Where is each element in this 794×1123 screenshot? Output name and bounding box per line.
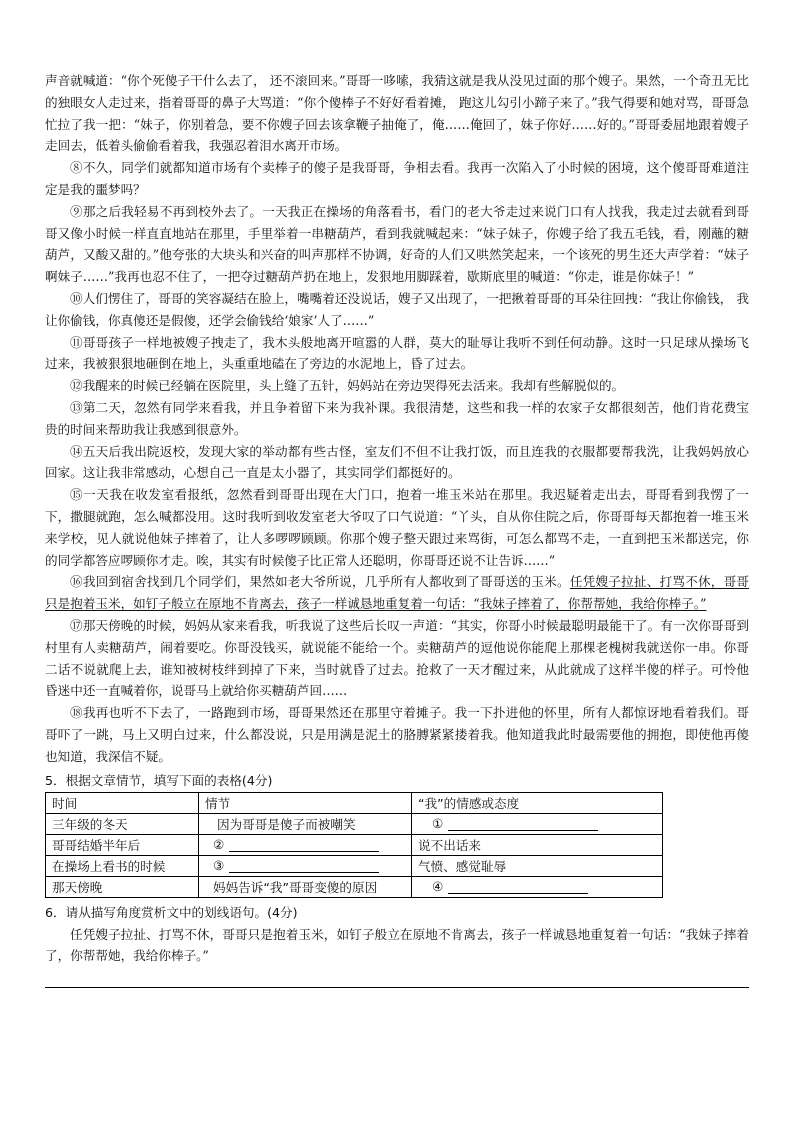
cell-time: 三年级的冬天: [46, 813, 199, 834]
question-5-title: 5．根据文章情节，填写下面的表格(4分): [45, 772, 273, 788]
cell-plot: 因为哥哥是傻子而被嘲笑: [199, 813, 412, 834]
answer-blank[interactable]: [448, 818, 598, 831]
answer-blank[interactable]: [448, 881, 588, 894]
cell-plot-blank[interactable]: [199, 855, 412, 876]
paragraph-10: ⑩人们愣住了，哥哥的笑容凝结在脸上，嘴嘴着还没说话，嫂子又出现了，一把揪着哥哥的耳朵往回拽：“我让你偷钱， 我让你偷钱，你真傻还是假傻，还学会偷钱给‘娘家’人了……”: [45, 290, 749, 328]
exam-page: [45, 70, 749, 988]
paragraph-12: ⑫我醒来的时候已经躺在医院里，头上缝了五针，妈妈站在旁边哭得死去活来。我却有些解脱似的。: [70, 378, 625, 394]
table-row: [46, 834, 663, 855]
header-emotion: “我”的情感或态度: [412, 792, 663, 813]
table-header-row: [46, 792, 663, 813]
cell-emotion: 气愤、感觉耻辱: [412, 855, 663, 876]
header-time: 时间: [46, 792, 199, 813]
table-row: [46, 813, 663, 834]
blank-marker: ③: [213, 858, 225, 873]
underlined-sentence: 任凭嫂子拉扯、打骂不休，哥哥只是抱着玉米，如钉子般立在原地不肯离去，孩子一样诚恳地重复着一句话：“我妹子摔着了，你帮帮她，我给你棒子。”: [45, 574, 750, 612]
paragraph-16: [45, 571, 749, 615]
cell-plot-blank[interactable]: [199, 834, 412, 855]
cell-time: 在操场上看书的时候: [46, 855, 199, 876]
paragraph-15: ⑮一天我在收发室看报纸，忽然看到哥哥出现在大门口，抱着一堆玉米站在那里。我迟疑着走出去，哥哥看到我愣了一下，撒腿就跑，怎么喊都没用。这时我听到收发室老大爷叹了口气说道：“丫头，自从你住院之后，你哥哥每天都抱着一堆玉米来学校，见人就说他妹子摔着了，让人多啰啰顾顾。你那个嫂子整天跟过来骂街，可怎么都骂不走，一直到把玉米都送完，你的同学都答应啰顾你才走。唉，其实有时候傻子比正常人还聪明，你哥哥还说不让告诉……”: [45, 487, 749, 568]
paragraph-18: ⑱我再也听不下去了，一路跑到市场，哥哥果然还在那里守着摊子。我一下扑进他的怀里，所有人都惊讶地看着我们。哥哥吓了一跳，马上又明白过来，什么都没说，只是用满是泥土的胳膊紧紧搂着我。他知道我此时最需要他的拥抱，即使他再傻也知道，我深信不疑。: [45, 705, 749, 764]
paragraph-8: ⑧不久，同学们就都知道市场有个卖棒子的傻子是我哥哥，争相去看。我再一次陷入了小时候的困境，这个傻哥哥难道注定是我的噩梦吗？: [45, 160, 749, 197]
answer-line[interactable]: [45, 987, 749, 988]
table-row: [46, 876, 663, 897]
cell-time: 哥哥结婚半年后: [46, 834, 199, 855]
header-plot: 情节: [199, 792, 412, 813]
question-6-title: 6．请从描写角度赏析文中的划线语句。(4分): [45, 904, 298, 920]
paragraph-17: ⑰那天傍晚的时候，妈妈从家来看我，听我说了这些后长叹一声道：“其实，你哥小时候最聪明最能干了。有一次你哥哥到村里有人卖糖葫芦，闹着要吃。你哥没钱买，就说能不能给一个。卖糖葫芦的逗他说你能爬上那棵老槐树我就送你一串。你哥二话不说就爬上去，谁知被树枝绊到掉了下来，当时就昏了过去。抢救了一天才醒过来，从此就成了这样半傻的样子。可怜他昏迷中还一直喊着你，说哥马上就给你买糖葫芦回……: [45, 617, 749, 699]
question-6-quote: 任凭嫂子拉扯、打骂不休，哥哥只是抱着玉米，如钉子般立在原地不肯离去，孩子一样诚恳地重复着一句话：“我妹子摔着了，你帮帮她，我给你棒子。”: [45, 926, 749, 964]
answer-blank[interactable]: [229, 839, 379, 852]
paragraph-14: ⑭五天后我出院返校，发现大家的举动都有些古怪，室友们不但不让我打饭，而且连我的衣服都要帮我洗，让我妈妈放心回家。这让我非常感动，心想自己一直是太小器了，其实同学们都挺好的。: [45, 443, 749, 481]
cell-emotion: 说不出话来: [412, 834, 663, 855]
blank-marker: ④: [432, 879, 444, 894]
paragraph-16-text: ⑯我回到宿舍找到几个同学们，果然如老大爷所说，几乎所有人都收到了哥哥送的玉米。: [70, 574, 570, 590]
blank-marker: ①: [432, 816, 444, 831]
cell-emotion-blank[interactable]: [412, 813, 663, 834]
blank-marker: ②: [213, 837, 225, 852]
paragraph-9: ⑨那之后我轻易不再到校外去了。一天我正在操场的角落看书，看门的老大爷走过来说门口有人找我，我走过去就看到哥哥又像小时候一样直直地站在那里，手里举着一串糖葫芦，看到我就喊起来：“妹子妹子，你嫂子给了我五毛钱，看，刚蘸的糖葫芦，又酸又甜的。”他夸张的大块头和兴奋的叫声那样不协调，好奇的人们又哄然笑起来，一个该死的男生还大声学着：“妹子啊妹子……”我再也忍不住了，一把夺过糖葫芦扔在地上，发狠地用脚踩着，歇斯底里的喊道：“你走，谁是你妹子！”: [45, 203, 749, 285]
cell-plot: 妈妈告诉“我”哥哥变傻的原因: [199, 876, 412, 897]
paragraph-11: ⑪哥哥孩子一样地被嫂子拽走了，我木头般地离开喧嚣的人群，莫大的耻辱让我听不到任何动静。这时一只足球从操场飞过来，我被狠狠地砸倒在地上，头重重地磕在了旁边的水泥地上，昏了过去。: [45, 334, 749, 372]
table-row: [46, 855, 663, 876]
cell-emotion-blank[interactable]: [412, 876, 663, 897]
paragraph-13: ⑬第二天，忽然有同学来看我，并且争着留下来为我补课。我很清楚，这些和我一样的农家子女都很刻苦，他们肯花费宝贵的时间来帮助我让我感到很意外。: [45, 399, 749, 437]
paragraph-intro: 声音就喊道：“你个死傻子干什么去了， 还不滚回来。”哥哥一哆嗦，我猜这就是我从没见过面的那个嫂子。果然，一个奇丑无比的独眼女人走过来，指着哥哥的鼻子大骂道：“你个傻棒子不好好看着摊， 跑这儿勾引小蹄子来了。”我气得要和她对骂，哥哥急忙拉了我一把：“妹子，你别着急，要不你嫂子回去该拿鞭子抽俺了，俺……俺回了，妹子你好……好的。”哥哥委屈地跟着嫂子走回去，低着头偷偷看着我，我强忍着泪水离开市场。: [45, 73, 749, 154]
plot-table: [45, 792, 663, 898]
answer-blank[interactable]: [229, 860, 379, 873]
cell-time: 那天傍晚: [46, 876, 199, 897]
